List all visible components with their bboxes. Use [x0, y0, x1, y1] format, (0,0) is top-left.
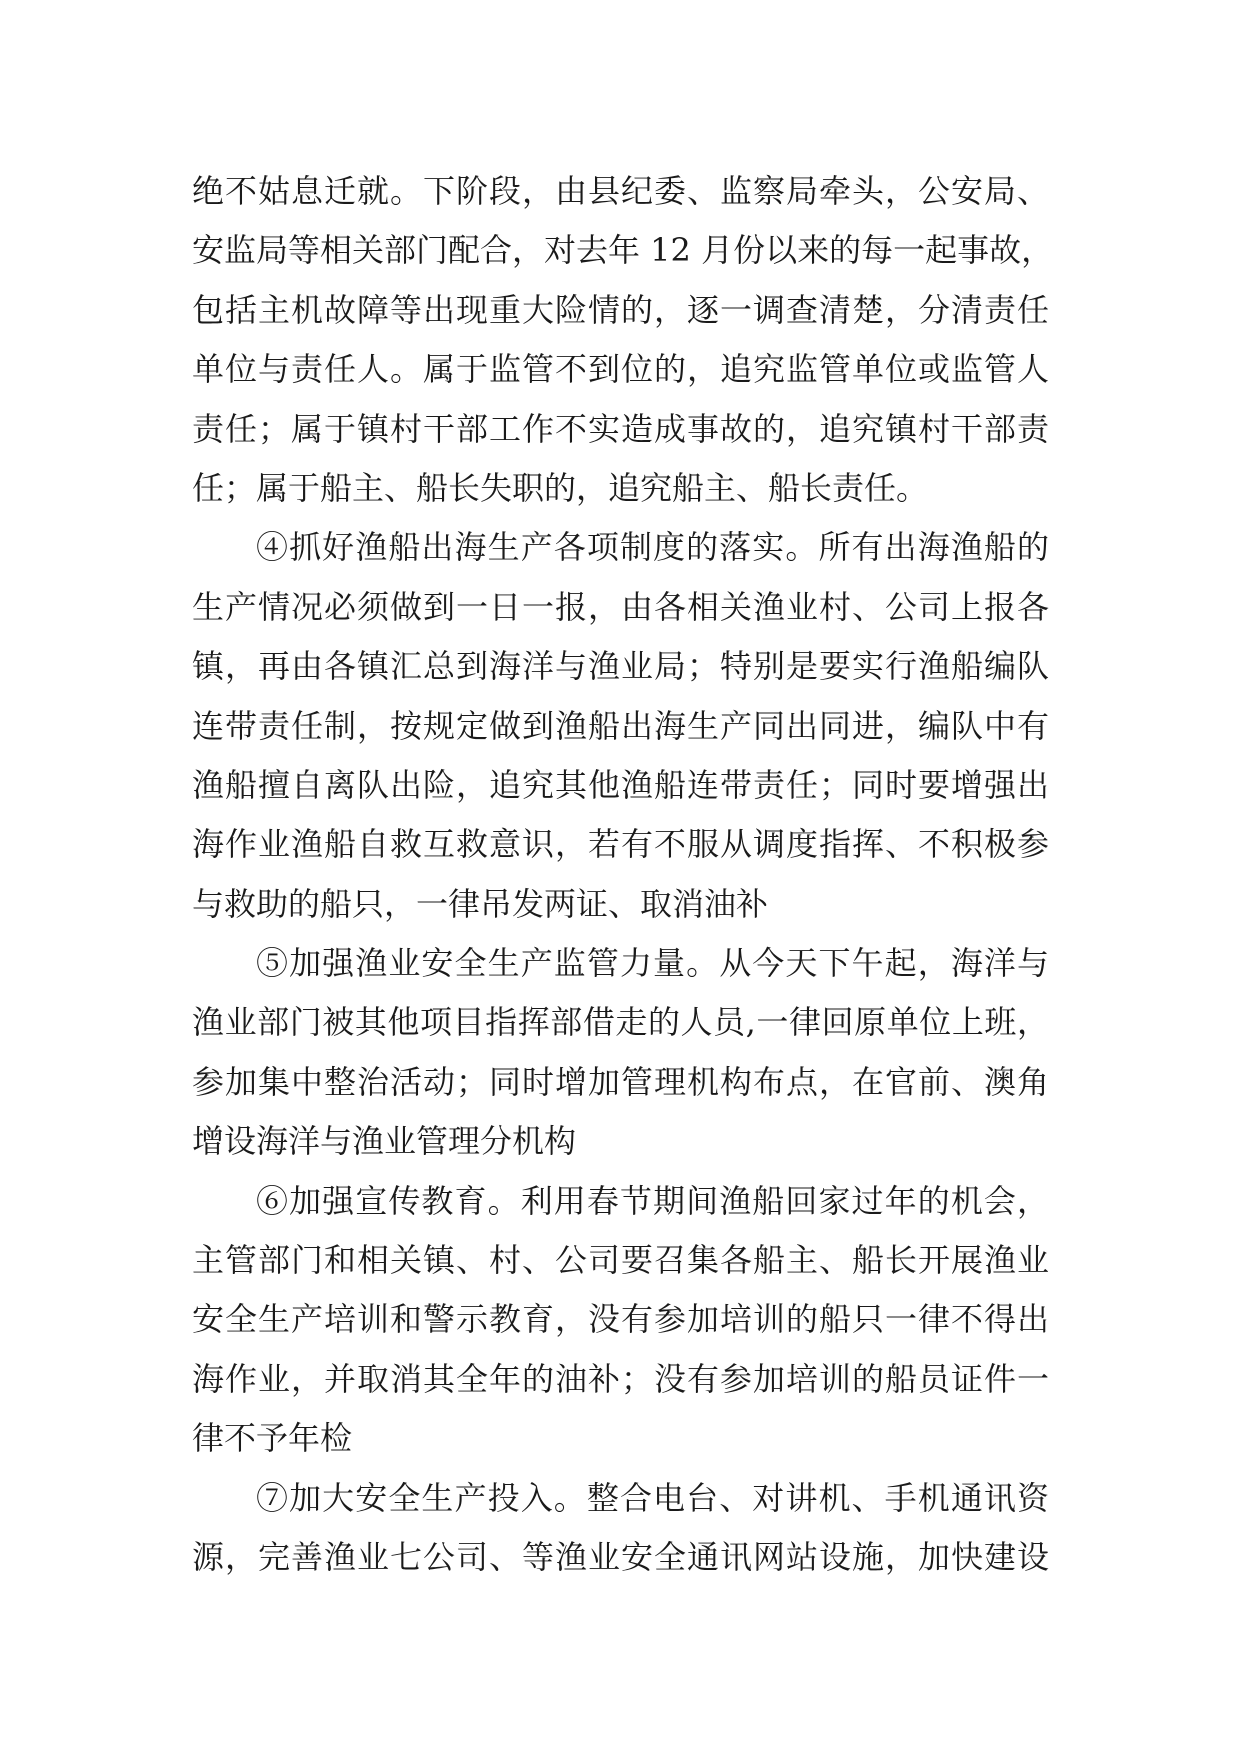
text-line: 绝不姑息迁就。下阶段，由县纪委、监察局牵头，公安局、	[192, 172, 1049, 210]
text-line: 任；属于船主、船长失职的，追究船主、船长责任。	[192, 468, 929, 507]
text-line: 主管部门和相关镇、村、公司要召集各船主、船长开展渔业	[192, 1241, 1049, 1280]
text-line: 海作业渔船自救互救意识，若有不服从调度指挥、不积极参	[192, 825, 1049, 864]
paragraph-first-line: ⑤加强渔业安全生产监管力量。从今天下午起，海洋与	[256, 944, 1049, 983]
paragraph-first-line: ④抓好渔船出海生产各项制度的落实。所有出海渔船的	[256, 528, 1049, 567]
text-line: 源，完善渔业七公司、等渔业安全通讯网站设施，加快建设	[192, 1537, 1049, 1576]
text-line: 生产情况必须做到一日一报，由各相关渔业村、公司上报各	[192, 587, 1049, 626]
text-line: 渔业部门被其他项目指挥部借走的人员,一律回原单位上班，	[192, 1003, 1049, 1042]
paragraph-first-line: ⑦加大安全生产投入。整合电台、对讲机、手机通讯资	[256, 1478, 1049, 1517]
text-line: 渔船擅自离队出险，追究其他渔船连带责任；同时要增强出	[192, 765, 1049, 804]
body-text	[192, 162, 1054, 1587]
text-line: 责任；属于镇村干部工作不实造成事故的，追究镇村干部责	[192, 409, 1049, 448]
text-line: 连带责任制，按规定做到渔船出海生产同出同进，编队中有	[192, 706, 1049, 745]
text-line: 增设海洋与渔业管理分机构	[192, 1122, 577, 1161]
text-line: 与救助的船只，一律吊发两证、取消油补	[192, 884, 769, 923]
text-line: 单位与责任人。属于监管不到位的，追究监管单位或监管人	[192, 350, 1049, 389]
text-line: 参加集中整治活动；同时增加管理机构布点，在官前、澳角	[192, 1062, 1049, 1101]
text-line: 律不予年检	[192, 1419, 353, 1458]
text-line: 安监局等相关部门配合，对去年 12 月份以来的每一起事故，	[192, 231, 1054, 270]
text-line: 安全生产培训和警示教育，没有参加培训的船只一律不得出	[192, 1300, 1049, 1339]
text-line: 海作业，并取消其全年的油补；没有参加培训的船员证件一	[192, 1359, 1049, 1398]
text-line: 镇，再由各镇汇总到海洋与渔业局；特别是要实行渔船编队	[192, 647, 1049, 686]
paragraph-first-line: ⑥加强宣传教育。利用春节期间渔船回家过年的机会，	[256, 1181, 1049, 1220]
text-line: 包括主机故障等出现重大险情的，逐一调查清楚，分清责任	[192, 290, 1049, 329]
